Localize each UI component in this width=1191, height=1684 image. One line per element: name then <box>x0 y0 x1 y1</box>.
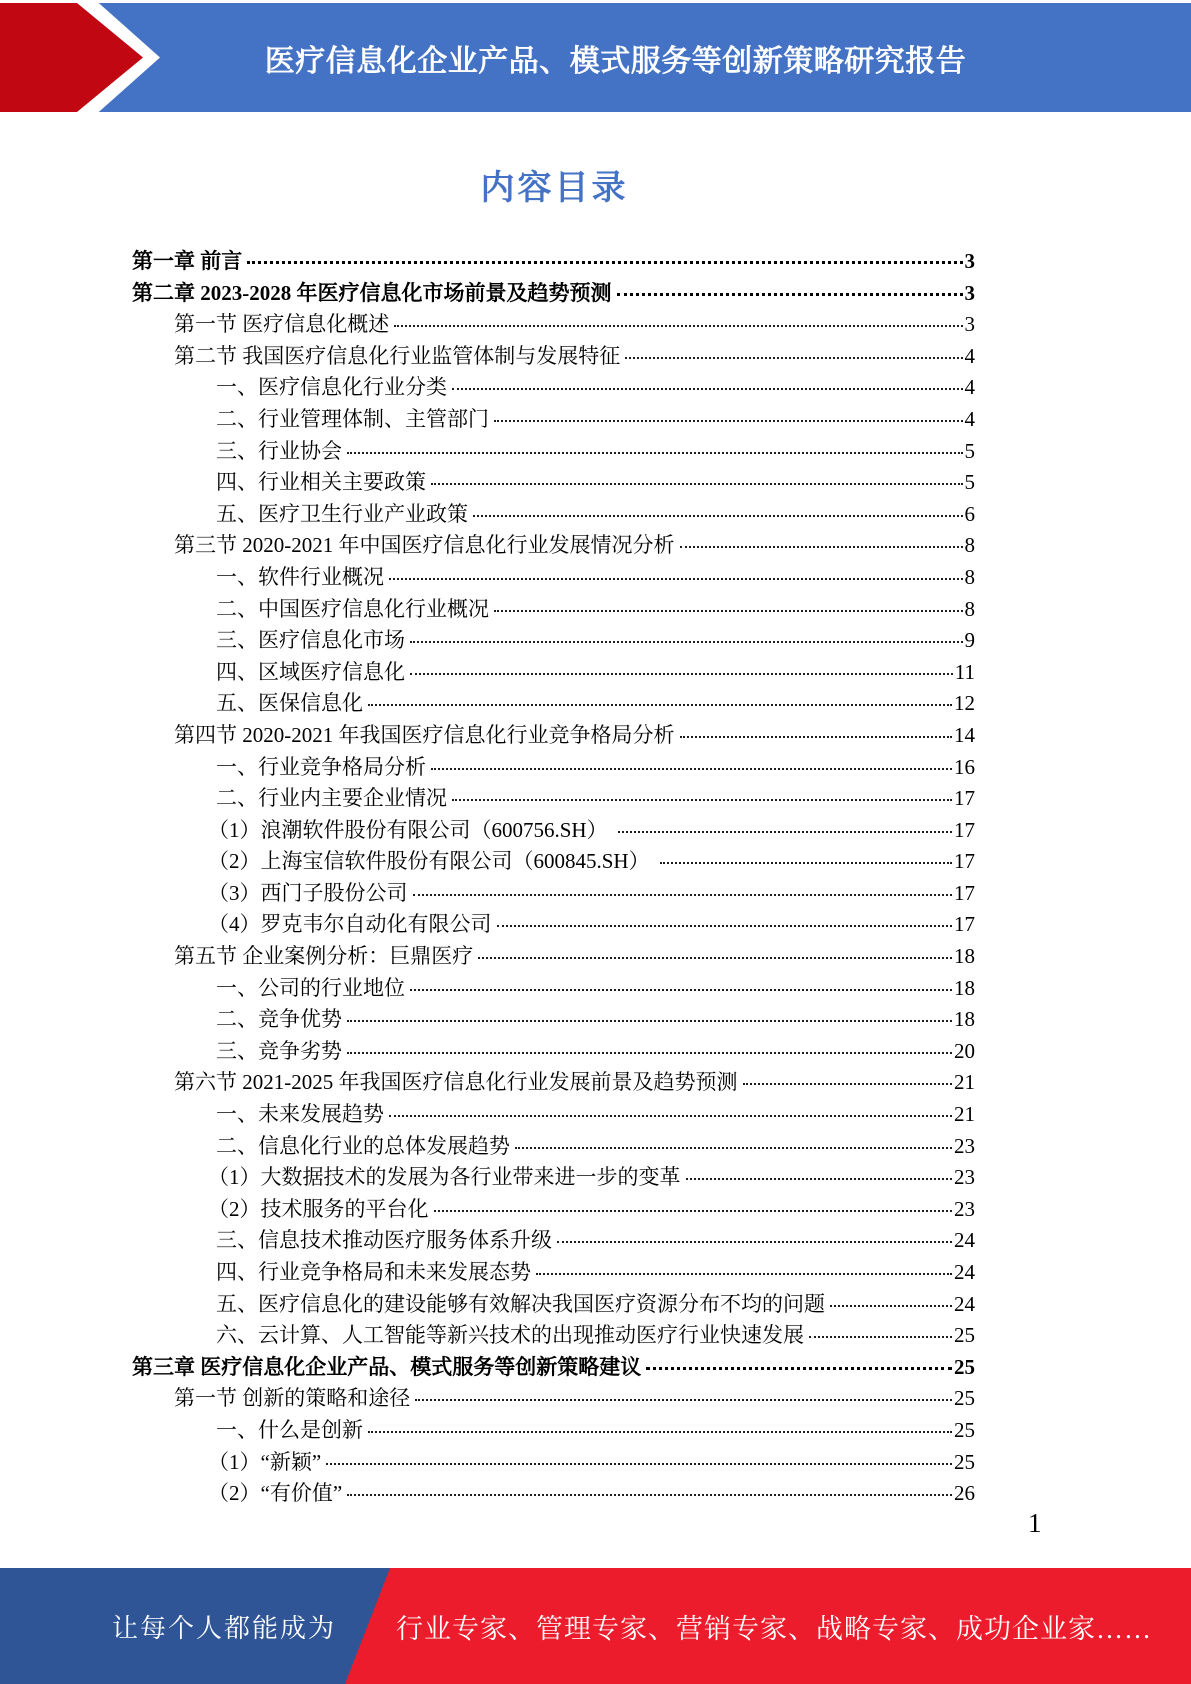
toc-entry-page: 17 <box>954 912 975 937</box>
toc-entry[interactable] <box>132 1320 975 1352</box>
toc-entry-page: 17 <box>954 880 975 905</box>
toc-entry-label: 五、医保信息化 <box>216 691 363 716</box>
toc-entry-page: 25 <box>954 1386 975 1411</box>
toc-entry-label: （2）上海宝信软件股份有限公司（600845.SH） <box>208 849 655 874</box>
toc-dot-leader <box>326 1463 952 1465</box>
toc-entry-label: 一、软件行业概况 <box>216 564 384 589</box>
toc-entry[interactable] <box>132 1352 975 1384</box>
toc-entry[interactable] <box>132 1036 975 1068</box>
toc-dot-leader <box>497 925 953 927</box>
toc-entry-page: 16 <box>954 754 975 779</box>
toc-dot-leader <box>515 1147 952 1149</box>
toc-dot-leader <box>389 578 963 580</box>
toc-entry-page: 8 <box>964 564 975 589</box>
toc-entry[interactable] <box>132 594 975 626</box>
toc-entry[interactable] <box>132 530 975 562</box>
toc-dot-leader <box>452 388 963 390</box>
toc-dot-leader <box>478 957 952 959</box>
toc-entry-label: （1）浪潮软件股份有限公司（600756.SH） <box>208 817 613 842</box>
toc-entry-label: （1）“新颖” <box>208 1449 322 1474</box>
toc-entry-label: 五、医疗卫生行业产业政策 <box>216 501 468 526</box>
toc-entry-page: 4 <box>964 343 975 368</box>
toc-entry-page: 11 <box>954 659 975 684</box>
toc-entry[interactable] <box>132 941 975 973</box>
toc-entry-page: 24 <box>954 1260 975 1284</box>
toc-entry-label: 一、什么是创新 <box>216 1417 363 1442</box>
toc-dot-leader <box>557 1241 952 1243</box>
toc-entry-label: （2）“有价值” <box>208 1481 343 1506</box>
toc-entry-page: 25 <box>954 1354 975 1379</box>
toc-entry[interactable] <box>132 372 975 404</box>
toc-dot-leader <box>743 1083 953 1085</box>
toc-dot-leader <box>625 357 962 359</box>
toc-entry-page: 17 <box>954 817 975 842</box>
toc-entry-page: 3 <box>964 280 975 305</box>
toc-entry[interactable] <box>132 1415 975 1447</box>
toc-entry[interactable] <box>132 246 975 278</box>
page-number: 1 <box>1028 1508 1042 1538</box>
toc-entry[interactable] <box>132 1067 975 1099</box>
toc-entry-label: 一、医疗信息化行业分类 <box>216 375 447 400</box>
toc-entry-page: 24 <box>954 1291 975 1316</box>
header-chevron-icon <box>0 3 180 112</box>
report-title: 医疗信息化企业产品、模式服务等创新策略研究报告 <box>264 44 967 78</box>
toc-dot-leader <box>347 1494 952 1496</box>
toc-entry-label: 第一章 前言 <box>132 249 243 273</box>
toc-entry-page: 25 <box>954 1323 975 1348</box>
toc-dot-leader <box>394 325 962 327</box>
toc-dot-leader <box>431 483 963 485</box>
toc-dot-leader <box>410 989 952 991</box>
toc-dot-leader <box>413 894 953 896</box>
toc-entry-page: 9 <box>964 628 975 653</box>
toc-dot-leader <box>809 1336 952 1338</box>
toc-entry-page: 26 <box>954 1481 975 1506</box>
toc-entry-label: 三、行业协会 <box>216 438 342 463</box>
toc-entry-label: 一、未来发展趋势 <box>216 1102 384 1127</box>
toc-entry[interactable] <box>132 846 975 878</box>
toc-entry-page: 5 <box>964 470 975 495</box>
toc-entry[interactable] <box>132 1447 975 1479</box>
toc-dot-leader <box>494 420 963 422</box>
toc-entry[interactable] <box>132 467 975 499</box>
toc-entry[interactable] <box>132 625 975 657</box>
toc-entry-page: 21 <box>954 1070 975 1095</box>
toc-entry-label: 二、竞争优势 <box>216 1007 342 1032</box>
toc-dot-leader <box>410 673 953 675</box>
toc-entry[interactable] <box>132 783 975 815</box>
toc-entry-page: 20 <box>954 1038 975 1063</box>
toc-entry-label: 第三节 2020-2021 年中国医疗信息化行业发展情况分析 <box>174 533 675 558</box>
toc-entry-page: 18 <box>954 944 975 969</box>
toc-dot-leader <box>646 1367 952 1370</box>
toc-entry-label: 四、区域医疗信息化 <box>216 659 405 684</box>
toc-dot-leader <box>410 641 963 643</box>
toc-dot-leader <box>660 862 952 864</box>
toc-entry-page: 21 <box>954 1102 975 1127</box>
toc-entry[interactable] <box>132 1257 975 1289</box>
footer-slogan-left: 让每个人都能成为 <box>111 1613 336 1643</box>
toc-entry[interactable] <box>132 657 975 689</box>
toc-entry-page: 3 <box>964 312 975 337</box>
toc-entry-label: 四、行业竞争格局和未来发展态势 <box>216 1260 531 1284</box>
toc-entry-label: （1）大数据技术的发展为各行业带来进一步的变革 <box>208 1165 681 1190</box>
toc-entry[interactable] <box>132 1131 975 1163</box>
toc-entry-label: 二、行业内主要企业情况 <box>216 786 447 811</box>
toc-entry[interactable] <box>132 815 975 847</box>
toc-entry-label: 三、竞争劣势 <box>216 1038 342 1063</box>
toc-entry-page: 4 <box>964 375 975 400</box>
toc-entry-label: （4）罗克韦尔自动化有限公司 <box>208 912 492 937</box>
toc-entry[interactable] <box>132 562 975 594</box>
toc-entry-label: 第二节 我国医疗信息化行业监管体制与发展特征 <box>174 343 621 368</box>
toc-entry-label: 二、中国医疗信息化行业概况 <box>216 596 489 621</box>
toc-dot-leader <box>389 1115 952 1117</box>
toc-entry-page: 23 <box>954 1196 975 1221</box>
toc-entry[interactable] <box>132 1225 975 1257</box>
toc-entry-page: 25 <box>954 1449 975 1474</box>
toc-entry[interactable] <box>132 973 975 1005</box>
toc-entry-label: 第六节 2021-2025 年我国医疗信息化行业发展前景及趋势预测 <box>174 1070 738 1095</box>
toc-entry[interactable] <box>132 720 975 752</box>
toc-entry[interactable] <box>132 1004 975 1036</box>
toc-dot-leader <box>434 1210 953 1212</box>
toc-entry[interactable] <box>132 752 975 784</box>
toc-entry-page: 8 <box>964 533 975 558</box>
toc-entry[interactable] <box>132 404 975 436</box>
toc-entry-label: 第一节 创新的策略和途径 <box>174 1386 411 1411</box>
toc-entry-page: 25 <box>954 1417 975 1442</box>
toc-entry-label: 四、行业相关主要政策 <box>216 470 426 495</box>
toc-entry-page: 18 <box>954 1007 975 1032</box>
toc-entry-label: 二、信息化行业的总体发展趋势 <box>216 1133 510 1158</box>
toc-dot-leader <box>452 799 952 801</box>
toc-entry[interactable] <box>132 1478 975 1510</box>
toc-entry[interactable] <box>132 436 975 468</box>
toc-entry-label: 二、行业管理体制、主管部门 <box>216 406 489 431</box>
toc-entry-page: 14 <box>954 722 975 747</box>
toc-dot-leader <box>830 1305 952 1307</box>
toc-entry-label: 一、行业竞争格局分析 <box>216 754 426 779</box>
footer-slogan-right: 行业专家、管理专家、营销专家、战略专家、成功企业家…… <box>396 1613 1152 1644</box>
toc-entry-label: 第三章 医疗信息化企业产品、模式服务等创新策略建议 <box>132 1354 642 1379</box>
toc-entry[interactable] <box>132 1289 975 1321</box>
toc-entry[interactable] <box>132 309 975 341</box>
toc-entry-label: 第一节 医疗信息化概述 <box>174 312 390 337</box>
toc-dot-leader <box>680 546 963 548</box>
toc-entry-page: 18 <box>954 975 975 1000</box>
toc-entry[interactable] <box>132 878 975 910</box>
toc-entry[interactable] <box>132 688 975 720</box>
toc-dot-leader <box>686 1178 953 1180</box>
toc-entry[interactable] <box>132 341 975 373</box>
toc-entry-label: 五、医疗信息化的建设能够有效解决我国医疗资源分布不均的问题 <box>216 1291 825 1316</box>
toc-entry-label: 第五节 企业案例分析：巨鼎医疗 <box>174 944 474 969</box>
toc-entry-label: 第四节 2020-2021 年我国医疗信息化行业竞争格局分析 <box>174 722 675 747</box>
toc-entry-page: 6 <box>964 501 975 526</box>
toc-entry-label: 第二章 2023-2028 年医疗信息化市场前景及趋势预测 <box>132 280 612 305</box>
toc-entry[interactable] <box>132 1194 975 1226</box>
toc-entry-page: 23 <box>954 1133 975 1158</box>
toc-title: 内容目录 <box>480 170 629 207</box>
toc-entry[interactable] <box>132 1383 975 1415</box>
toc-entry-page: 8 <box>964 596 975 621</box>
toc-dot-leader <box>680 736 953 738</box>
toc-entry-label: 三、医疗信息化市场 <box>216 628 405 653</box>
report-header-banner <box>0 3 1191 112</box>
toc-entry-page: 5 <box>964 438 975 463</box>
toc-dot-leader <box>494 610 963 612</box>
toc-entry-label: （3）西门子股份公司 <box>208 880 408 905</box>
footer-banner <box>0 1568 1191 1684</box>
toc-entry[interactable] <box>132 278 975 310</box>
toc-dot-leader <box>368 704 952 706</box>
toc-dot-leader <box>415 1399 952 1401</box>
toc-entry[interactable] <box>132 1099 975 1131</box>
toc-dot-leader <box>247 261 962 264</box>
toc-entry-label: （2）技术服务的平台化 <box>208 1196 429 1221</box>
toc-dot-leader <box>536 1273 952 1275</box>
toc-list <box>132 246 975 1510</box>
toc-entry-label: 三、信息技术推动医疗服务体系升级 <box>216 1228 552 1253</box>
toc-entry-page: 17 <box>954 849 975 874</box>
toc-dot-leader <box>347 1052 952 1054</box>
toc-dot-leader <box>473 515 963 517</box>
toc-entry-label: 一、公司的行业地位 <box>216 975 405 1000</box>
toc-dot-leader <box>347 452 963 454</box>
toc-entry[interactable] <box>132 1162 975 1194</box>
toc-entry-page: 4 <box>964 406 975 431</box>
toc-entry-page: 17 <box>954 786 975 811</box>
toc-dot-leader <box>617 293 963 296</box>
toc-entry-page: 12 <box>954 691 975 716</box>
toc-dot-leader <box>368 1431 952 1433</box>
toc-dot-leader <box>618 831 952 833</box>
toc-entry[interactable] <box>132 499 975 531</box>
toc-entry-page: 24 <box>954 1228 975 1253</box>
toc-entry-page: 23 <box>954 1165 975 1190</box>
toc-entry-page: 3 <box>964 249 975 273</box>
toc-entry[interactable] <box>132 909 975 941</box>
toc-entry-label: 六、云计算、人工智能等新兴技术的出现推动医疗行业快速发展 <box>216 1323 804 1348</box>
toc-dot-leader <box>347 1020 952 1022</box>
toc-dot-leader <box>431 768 952 770</box>
